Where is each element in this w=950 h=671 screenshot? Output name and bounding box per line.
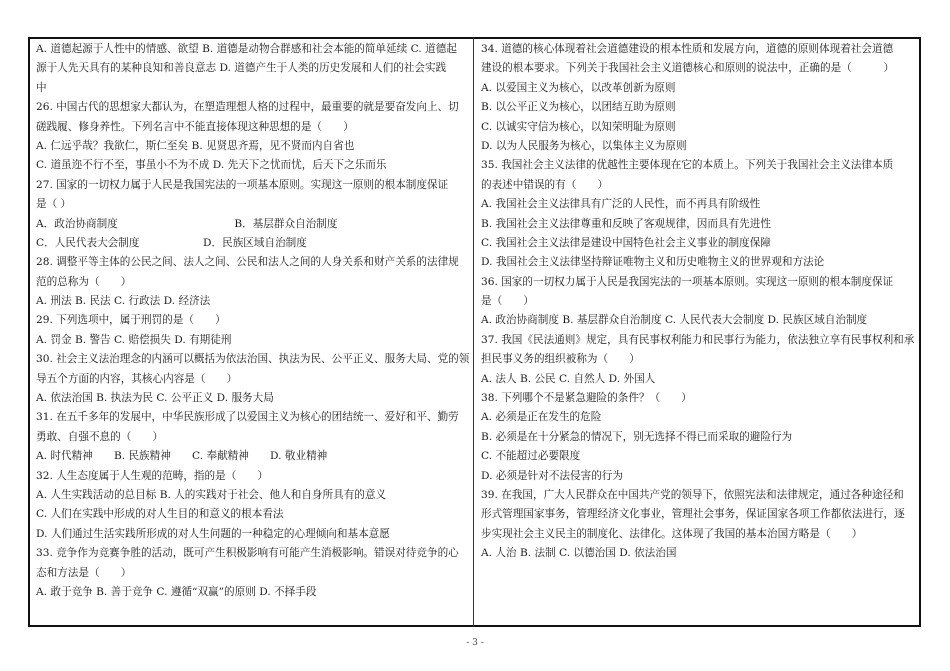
- left-column-line: 33. 竞争作为竞赛争胜的活动，既可产生积极影响有可能产生消极影响。错误对待竞争的心: [36, 547, 459, 560]
- left-column-line: 26. 中国古代的思想家大都认为，在塑造理想人格的过程中，最重要的就是要奋发向上、切: [36, 101, 459, 114]
- left-column-line: 是（ ）: [36, 198, 72, 211]
- right-column-line: D. 必须是针对不法侵害的行为: [481, 469, 623, 482]
- left-column-line: A. 时代精神 B. 民族精神 C. 奉献精神 D. 敬业精神: [36, 450, 328, 463]
- left-column: [36, 40, 470, 602]
- right-column-line: C. 我国社会主义法律是建设中国特色社会主义事业的制度保障: [481, 236, 771, 249]
- right-column-line: 39. 在我国，广大人民群众在中国共产党的领导下，依照宪法和法律规定，通过各种途径和: [481, 488, 904, 501]
- right-column-line: C. 以诚实守信为核心，以知荣明耻为原则: [481, 120, 676, 133]
- right-column-line: A. 人治 B. 法制 C. 以德治国 D. 依法治国: [481, 547, 677, 560]
- left-column-line: C．人民代表大会制度 D．民族区域自治制度: [36, 236, 307, 249]
- right-column: [481, 40, 913, 564]
- right-column-line: D. 以为人民服务为核心，以集体主义为原则: [481, 139, 687, 152]
- right-column-line: C. 不能超过必要限度: [481, 450, 581, 463]
- left-column-line: 27. 国家的一切权力属于人民是我国宪法的一项基本原则。实现这一原则的根本制度保证: [36, 178, 449, 191]
- left-column-line: A. 仁远乎哉？我欲仁，斯仁至矣 B. 见贤思齐焉，见不贤而内自省也: [36, 139, 355, 152]
- right-column-line: 形式管理国家事务，管理经济文化事业，管理社会事务，保证国家各项工作都依法进行，逐: [481, 508, 905, 521]
- left-column-line: A. 依法治国 B. 执法为民 C. 公平正义 D. 服务大局: [36, 392, 274, 405]
- left-column-line: 31. 在五千多年的发展中，中华民族形成了以爱国主义为核心的团结统一、爱好和平、勤劳: [36, 411, 459, 424]
- left-column-line: 态和方法是（ ）: [36, 566, 132, 579]
- left-column-line: 范的总称为（ ）: [36, 275, 132, 288]
- right-column-line: B. 必须是在十分紧急的情况下，别无选择不得已而采取的避险行为: [481, 430, 793, 443]
- column-divider: [473, 37, 474, 627]
- right-column-line: A. 以爱国主义为核心，以改革创新为原则: [481, 81, 676, 94]
- left-column-line: 中: [36, 81, 47, 94]
- right-column-line: 37. 我国《民法通则》规定，具有民事权利能力和民事行为能力，依法独立享有民事权利和承: [481, 333, 915, 346]
- left-column-line: 32. 人生态度属于人生观的范畴，指的是（ ）: [36, 469, 269, 482]
- left-column-line: A．政治协商制度 B．基层群众自治制度: [36, 217, 338, 230]
- left-column-line: A. 罚金 B. 警告 C. 赔偿损失 D. 有期徒刑: [36, 333, 232, 346]
- right-column-line: B. 以公平正义为核心，以团结互助为原则: [481, 101, 676, 114]
- right-column-line: B. 我国社会主义法律尊重和反映了客观规律，因而具有先进性: [481, 217, 771, 230]
- left-column-line: 29. 下列选项中，属于刑罚的是（ ）: [36, 314, 226, 327]
- left-column-line: A. 人生实践活动的总目标 B. 人的实践对于社会、他人和自身所具有的意义: [36, 488, 387, 501]
- right-column-line: 34. 道德的核心体现着社会道德建设的根本性质和发展方向，道德的原则体现着社会道德: [481, 43, 894, 55]
- left-column-line: 30. 社会主义法治理念的内涵可以概括为依法治国、执法为民、公平正义、服务大局、党的领: [36, 353, 470, 366]
- page-number: - 3 -: [466, 638, 484, 648]
- left-column-line: 磋践履、修身养性。下列名言中不能直接体现这种思想的是（ ）: [36, 120, 354, 133]
- right-column-line: 35. 我国社会主义法律的优越性主要体现在它的本质上。下列关于我国社会主义法律本质: [481, 159, 894, 172]
- right-column-line: D. 我国社会主义法律坚持辩证唯物主义和历史唯物主义的世界观和方法论: [481, 256, 825, 269]
- left-column-line: C. 道虽迩不行不至，事虽小不为不成 D. 先天下之忧而忧，后天下之乐而乐: [36, 159, 387, 172]
- right-column-line: 的表述中错误的有（ ）: [481, 178, 609, 191]
- right-column-line: 38. 下列哪个不是紧急避险的条件？（ ）: [481, 392, 692, 405]
- right-column-line: A. 必须是正在发生的危险: [481, 411, 602, 424]
- right-column-line: A. 政治协商制度 B. 基层群众自治制度 C. 人民代表大会制度 D. 民族区域自治制度: [481, 314, 868, 327]
- right-column-line: A. 法人 B. 公民 C. 自然人 D. 外国人: [481, 372, 656, 385]
- right-column-line: 步实现社会主义民主的制度化、法律化。这体现了我国的基本治国方略是（ ）: [481, 527, 863, 540]
- left-column-line: A. 刑法 B. 民法 C. 行政法 D. 经济法: [36, 295, 211, 308]
- left-column-line: 导五个方面的内容，其核心内容是（ ）: [36, 372, 238, 385]
- left-column-line: A. 敢于竞争 B. 善于竞争 C. 遵循“双赢”的原则 D. 不择手段: [36, 585, 317, 598]
- left-column-line: 源于人先天具有的某种良知和善良意志 D. 道德产生于人类的历史发展和人们的社会实践: [36, 62, 447, 75]
- right-column-line: 36. 国家的一切权力属于人民是我国宪法的一项基本原则。实现这一原则的根本制度保证: [481, 275, 894, 288]
- left-column-line: D. 人们通过生活实践所形成的对人生问题的一种稳定的心理倾向和基本意愿: [36, 527, 390, 540]
- right-column-line: 是（ ）: [481, 295, 534, 308]
- right-column-line: A. 我国社会主义法律具有广泛的人民性，而不再具有阶级性: [481, 198, 761, 211]
- right-column-line: 担民事义务的组织被称为（ ）: [481, 353, 640, 366]
- left-column-line: C. 人们在实践中形成的对人生目的和意义的根本看法: [36, 508, 284, 521]
- left-column-line: 28. 调整平等主体的公民之间、法人之间、公民和法人之间的人身关系和财产关系的法律规: [36, 256, 459, 269]
- left-column-line: A. 道德起源于人性中的情感、欲望 B. 道德是动物合群感和社会本能的简单延续 C. 道德起: [36, 43, 457, 55]
- right-column-line: 建设的根本要求。下列关于我国社会主义道德核心和原则的说法中，正确的是（ ）: [481, 62, 895, 75]
- left-column-line: 勇敢、自强不息的（ ）: [36, 430, 164, 443]
